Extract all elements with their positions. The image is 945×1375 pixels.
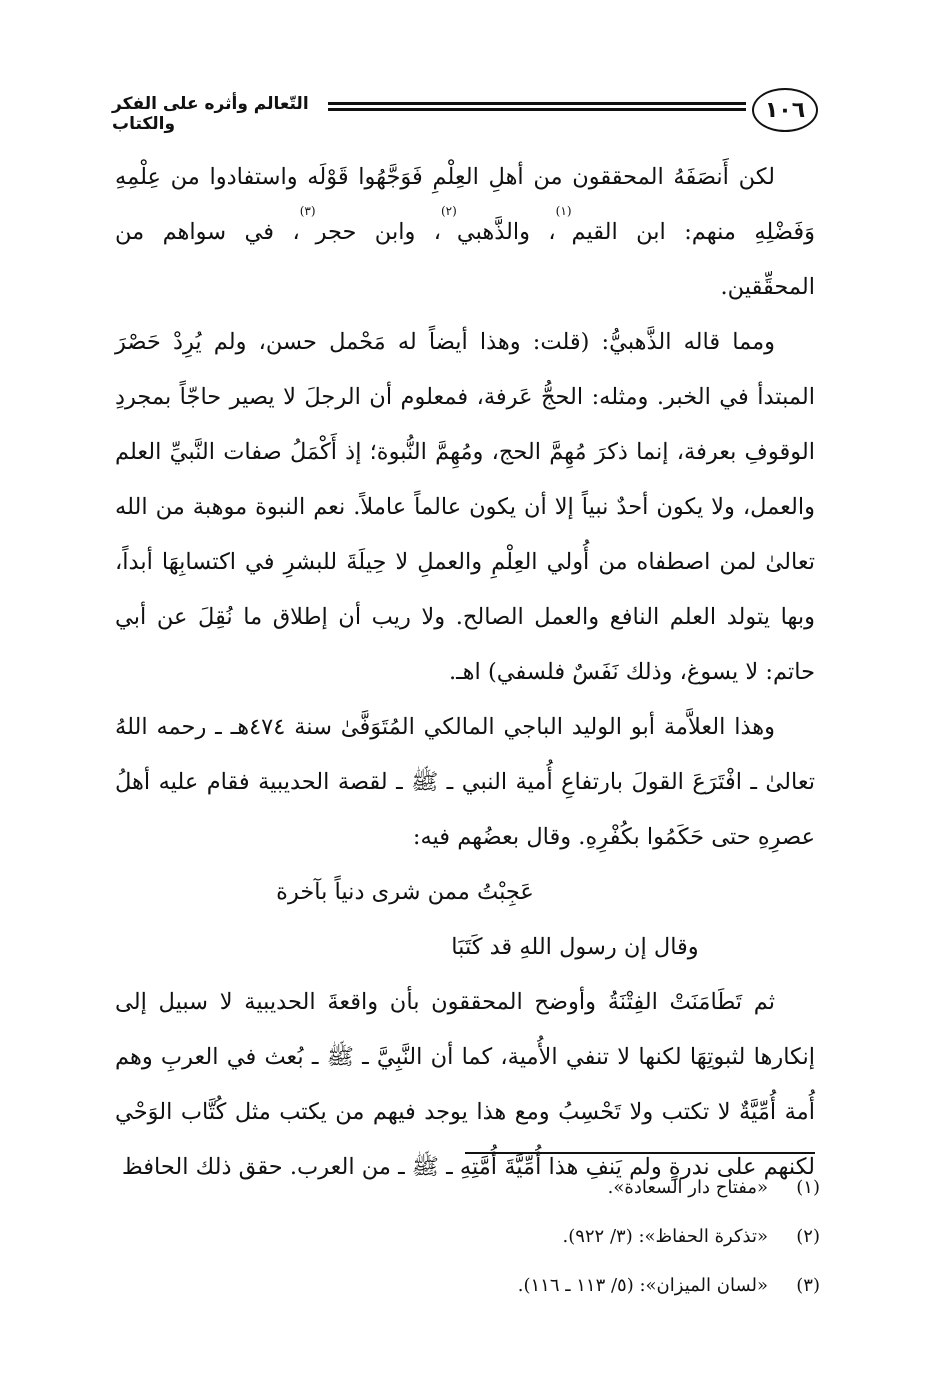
footnote-rule: [465, 1152, 815, 1154]
verse-line-1: عَجِبْتُ ممن شرى دنياً بآخرة: [276, 879, 534, 905]
footnote-ref-1: (١): [555, 204, 572, 218]
footnote-text: «لسان الميزان»: (٥/ ١١٣ ـ ١١٦).: [517, 1275, 768, 1296]
footnote-number: (٣): [796, 1275, 820, 1296]
footnote-text: «مفتاح دار السعادة».: [607, 1177, 768, 1198]
paragraph-1-text-b: ، والذَّهبي: [456, 219, 556, 245]
paragraph-1: [115, 150, 815, 315]
paragraph-3: وهذا العلاَّمة أبو الوليد الباجي المالكي المُتَوَفَّىٰ سنة ٤٧٤هـ ـ رحمه اللهُ تعالىٰ ـ افْتَرَعَ القولَ بارتفاعِ أُمية النبي ـ ﷺ ـ لقصة الحديبية فقام عليه أهلُ عصرِهِ حتى حَكَمُوا بكُفْرِهِ. وقال بعضُهم فيه:: [115, 714, 815, 850]
footnote-1: [300, 1163, 820, 1212]
paragraph-4: ثم تَطَامَنَتْ الفِتْنَةُ وأوضح المحققون بأن واقعةَ الحديبية لا سبيل إلى إنكارها لثبوتِهَا لكنها لا تنفي الأُمية، كما أن النَّبِيَّ ـ ﷺ ـ بُعث في العربِ وهم أُمة أُمِّيَّةٌ لا تكتب ولا تَحْسِبُ ومع هذا يوجد فيهم من يكتب مثل كُتَّاب الوَحْي لكنهم على ندرةٍ ولم يَنفِ هذا أُمِّيَّةَ أُمَّتِهِ ـ ﷺ ـ من العرب. حقق ذلك الحافظ: [115, 989, 815, 1180]
verse-line-2: وقال إن رسول اللهِ قد كَتَبَا: [451, 934, 699, 960]
footnote-number: (١): [796, 1177, 820, 1198]
footnote-3: [300, 1261, 820, 1310]
header-rule: [328, 102, 746, 111]
paragraph-1-text-c: ، وابن حجر: [315, 219, 441, 245]
footnotes: [300, 1163, 820, 1310]
page-header: [112, 88, 822, 134]
paragraph-2: ومما قاله الذَّهبيُّ: (قلت: وهذا أيضاً له مَحْمل حسن، ولم يُرِدْ حَصْرَ المبتدأ في الخبر. ومثله: الحجُّ عَرفة، فمعلوم أن الرجلَ لا يصير حاجّاً بمجردِ الوقوفِ بعرفة، إنما ذكرَ مُهِمَّ الحج، ومُهِمَّ النُّبوة؛ إذ أَكْمَلُ صفات النَّبيِّ العلم والعمل، ولا يكون أحدٌ نبياً إلا أن يكون عالماً عاملاً. نعم النبوة موهبة من الله تعالىٰ لمن اصطفاه من أُولي العِلْمِ والعملِ لا حِيلَةَ للبشرِ في اكتسابِهَا أبداً، وبها يتولد العلم النافع والعمل الصالح. ولا ريب أن إطلاق ما نُقِلَ عن أبي حاتم: لا يسوغ، وذلك نَفَسٌ فلسفي) اهـ.: [115, 329, 815, 685]
footnote-number: (٢): [796, 1226, 820, 1247]
page-number: ١٠٦: [752, 88, 818, 132]
footnote-ref-3: (٣): [299, 204, 316, 218]
footnote-2: [300, 1212, 820, 1261]
paragraph-1-text: لكن أَنصَفَهُ المحققون من أهلِ العِلْمِ فَوَجَّهُوا قَوْلَه واستفادوا من عِلْمِهِ وَفَضْلِهِ منهم: ابن القيم: [115, 164, 816, 245]
footnote-text: «تذكرة الحفاظ»: (٣/ ٩٢٢).: [562, 1226, 768, 1247]
paragraph-1-text-d: ، في سواهم من المحقِّقين.: [115, 219, 815, 300]
running-title: التّعالم وأثره على الفكر والكتاب: [112, 94, 309, 134]
footnote-ref-2: (٢): [440, 204, 457, 218]
main-text: [115, 150, 815, 1195]
